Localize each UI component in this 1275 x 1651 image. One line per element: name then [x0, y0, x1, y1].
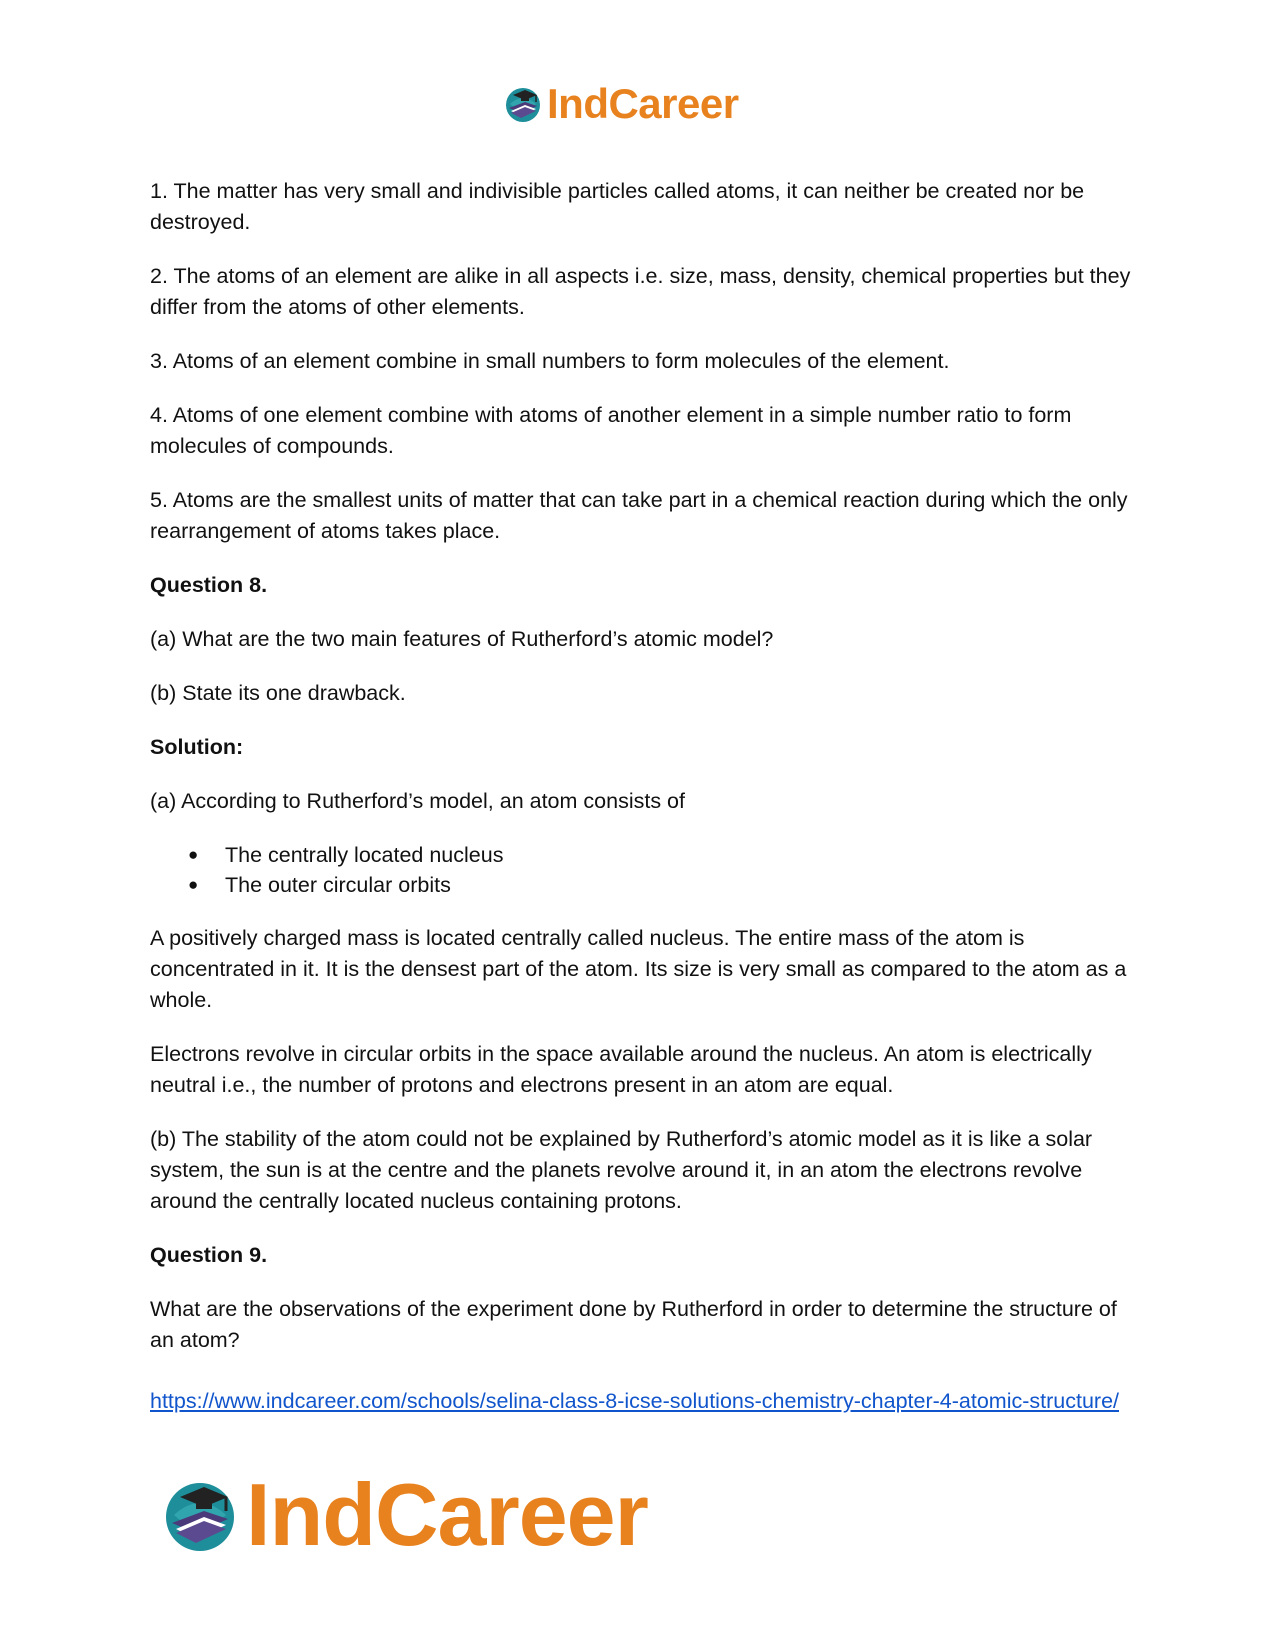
source-link-paragraph — [150, 1386, 1140, 1417]
source-link[interactable]: https://www.indcareer.com/schools/selina-class-8-icse-solutions-chemistry-chapter-4-atomic-structure/ — [150, 1389, 1120, 1413]
graduation-globe-book-icon — [160, 1475, 240, 1555]
solution-heading: Solution: — [150, 735, 244, 759]
question-8-part-a: (a) What are the two main features of Rutherford’s atomic model? — [150, 627, 774, 651]
point-5: 5. Atoms are the smallest units of matter that can take part in a chemical reaction during which the only rearrangement of atoms takes place. — [150, 488, 1128, 543]
solution-a-intro: (a) According to Rutherford’s model, an atom consists of — [150, 789, 685, 813]
question-9-heading: Question 9. — [150, 1243, 268, 1267]
header-logo-text: IndCareer — [547, 80, 739, 127]
solution-paragraph-2: Electrons revolve in circular orbits in the space available around the nucleus. An atom is electrically neutral i.e., the number of protons and electrons present in an atom are equal. — [150, 1042, 1092, 1097]
point-1: 1. The matter has very small and indivisible particles called atoms, it can neither be created nor be destroyed. — [150, 179, 1085, 234]
footer-logo — [160, 1465, 648, 1564]
point-2: 2. The atoms of an element are alike in all aspects i.e. size, mass, density, chemical properties but they differ from the atoms of other elements. — [150, 264, 1131, 319]
solution-bullet-list — [150, 840, 1140, 900]
document-body — [150, 176, 1140, 1440]
header-logo — [503, 80, 739, 128]
footer-logo-text: IndCareer — [246, 1465, 648, 1564]
list-item: ● The centrally located nucleus — [150, 840, 1140, 870]
point-4: 4. Atoms of one element combine with atoms of another element in a simple number ratio to form molecules of compounds. — [150, 403, 1072, 458]
solution-paragraph-1: A positively charged mass is located centrally called nucleus. The entire mass of the atom is concentrated in it. It is the densest part of the atom. Its size is very small as compared to the atom as a whole. — [150, 926, 1127, 1012]
graduation-globe-book-icon — [503, 84, 543, 124]
question-8-part-b: (b) State its one drawback. — [150, 681, 406, 705]
question-9-text: What are the observations of the experiment done by Rutherford in order to determine the structure of an atom? — [150, 1297, 1117, 1352]
solution-part-b: (b) The stability of the atom could not be explained by Rutherford’s atomic model as it is like a solar system, the sun is at the centre and the planets revolve around it, in an atom the electrons revolve around the centrally located nucleus containing protons. — [150, 1127, 1093, 1213]
question-8-heading: Question 8. — [150, 573, 268, 597]
list-item: ● The outer circular orbits — [150, 870, 1140, 900]
point-3: 3. Atoms of an element combine in small numbers to form molecules of the element. — [150, 349, 950, 373]
